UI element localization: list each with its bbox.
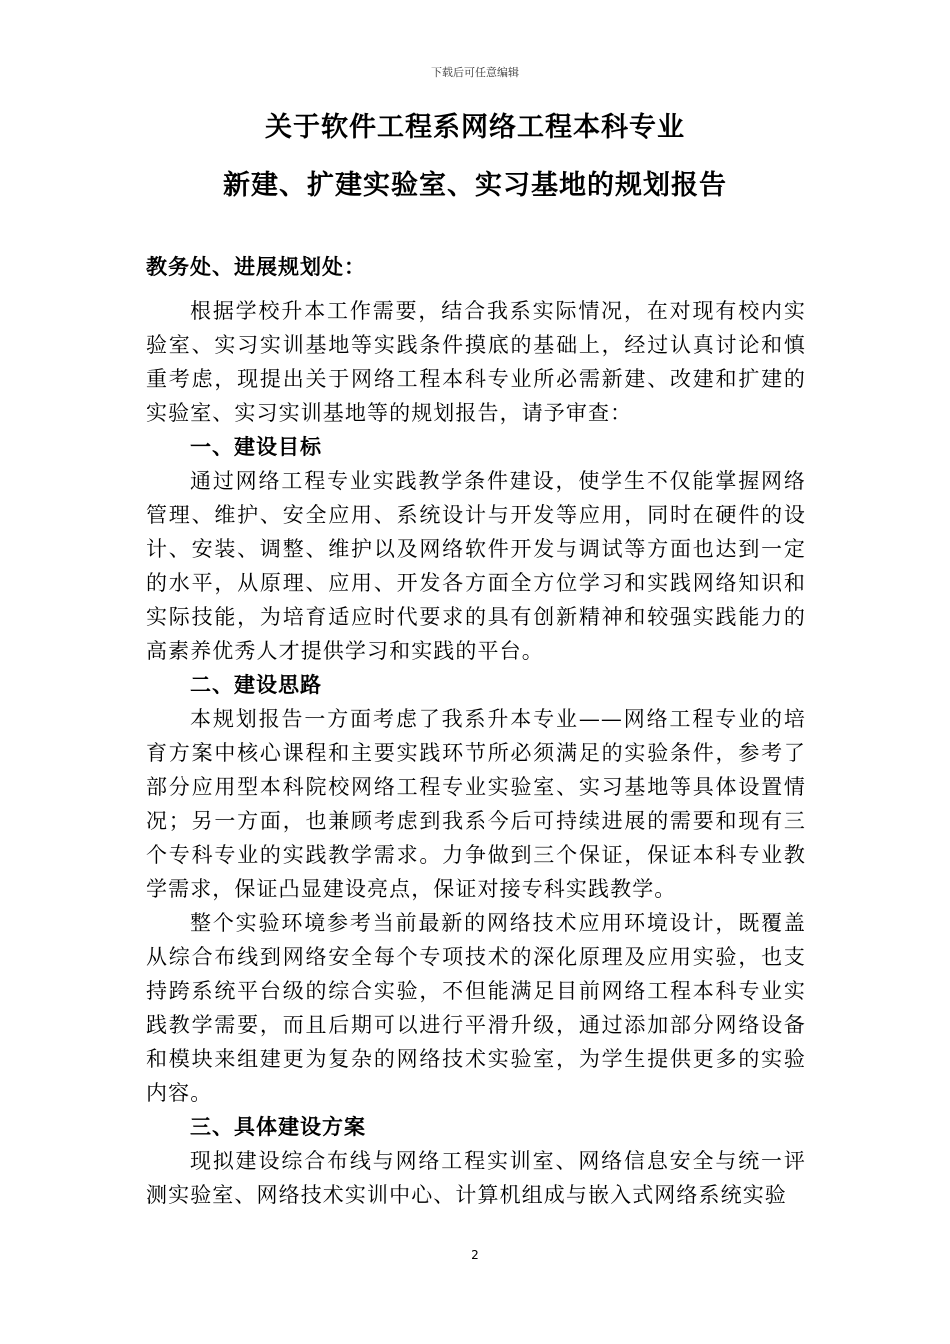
intro-paragraph: 根据学校升本工作需要，结合我系实际情况，在对现有校内实验室、实习实训基地等实践条件摸底的基础上，经过认真讨论和慎重考虑，现提出关于网络工程本科专业所必需新建、改建和扩建的实验室、实习实训基地等的规划报告，请予审查：: [146, 299, 806, 425]
header-note: 下载后可任意编辑: [431, 66, 519, 79]
paragraph-plan: 现拟建设综合布线与网络工程实训室、网络信息安全与统一评测实验室、网络技术实训中心、计算机组成与嵌入式网络系统实验: [146, 1149, 806, 1207]
document-body: [146, 294, 806, 1212]
page-number: 2: [471, 1248, 479, 1262]
paragraph-goals: 通过网络工程专业实践教学条件建设，使学生不仅能掌握网络管理、维护、安全应用、系统设计与开发等应用，同时在硬件的设计、安装、调整、维护以及网络软件开发与调试等方面也达到一定的水平，从原理、应用、开发各方面全方位学习和实践网络知识和实际技能，为培育适应时代要求的具有创新精神和较强实践能力的高素养优秀人才提供学习和实践的平台。: [146, 469, 806, 663]
section-heading-goals: 一、建设目标: [190, 435, 322, 459]
section-heading-plan: 三、具体建设方案: [190, 1115, 366, 1139]
document-title-line-1: 关于软件工程系网络工程本科专业: [265, 112, 685, 143]
paragraph-approach-1: 本规划报告一方面考虑了我系升本专业——网络工程专业的培育方案中核心课程和主要实践环节所必须满足的实验条件，参考了部分应用型本科院校网络工程专业实验室、实习基地等具体设置情况；另一方面，也兼顾考虑到我系今后可持续进展的需要和现有三个专科专业的实践教学需求。力争做到三个保证，保证本科专业教学需求，保证凸显建设亮点，保证对接专科实践教学。: [146, 707, 806, 901]
document-title-line-2: 新建、扩建实验室、实习基地的规划报告: [223, 170, 727, 201]
addressee: 教务处、进展规划处：: [146, 255, 366, 279]
paragraph-approach-2: 整个实验环境参考当前最新的网络技术应用环境设计，既覆盖从综合布线到网络安全每个专项技术的深化原理及应用实验，也支持跨系统平台级的综合实验，不但能满足目前网络工程本科专业实践教学需要，而且后期可以进行平滑升级，通过添加部分网络设备和模块来组建更为复杂的网络技术实验室，为学生提供更多的实验内容。: [146, 911, 806, 1105]
section-heading-approach: 二、建设思路: [190, 673, 322, 697]
